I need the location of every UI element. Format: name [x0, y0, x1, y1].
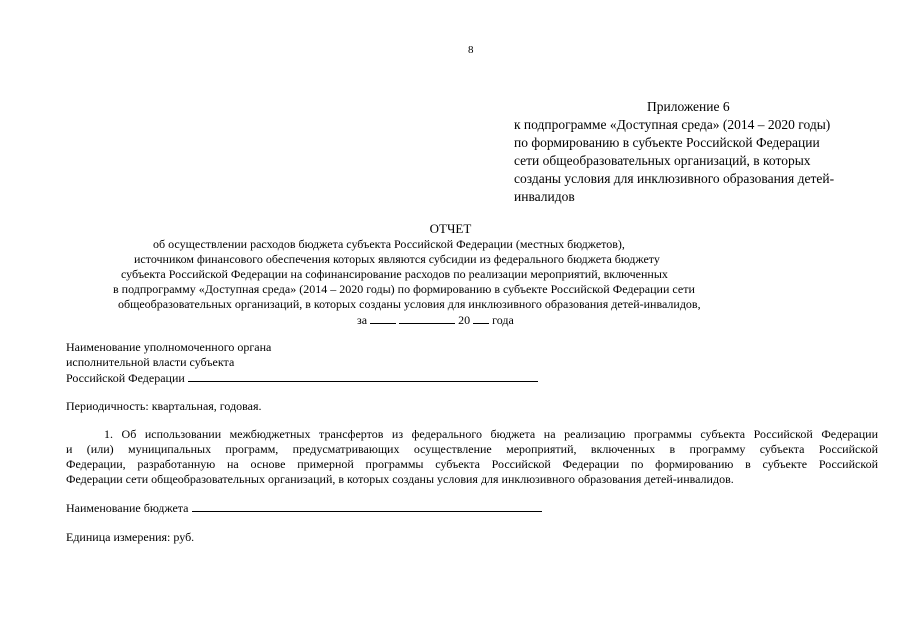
report-subtitle-line: субъекта Российской Федерации на софинансирование расходов по реализации мероприятий, включенных: [121, 267, 668, 281]
unit-of-measure: Единица измерения: руб.: [66, 530, 195, 544]
authority-name-field[interactable]: [188, 370, 538, 382]
appendix-line: созданы условия для инклюзивного образования детей-: [514, 171, 835, 186]
section-1-paragraph: [66, 427, 878, 487]
authority-block: [66, 340, 538, 386]
report-subtitle-line: общеобразовательных организаций, в которых созданы условия для инклюзивного образования детей-инвалидов,: [118, 297, 701, 311]
budget-name-label: Наименование бюджета: [66, 501, 189, 515]
section-1-line: 1. Об использовании межбюджетных трансфертов из федерального бюджета на реализацию программы субъекта Российской Федерации: [104, 427, 878, 441]
report-date-line: [357, 312, 905, 328]
month-blank-field[interactable]: [399, 312, 455, 324]
date-suffix: года: [492, 313, 514, 327]
authority-label: Российской Федерации: [66, 371, 185, 385]
section-1-line: Федерации, разработанную на основе примерной программы субъекта Российской Федерации по формированию в субъекте Российской: [66, 457, 878, 471]
day-blank-field[interactable]: [370, 312, 396, 324]
appendix-line: по формированию в субъекте Российской Федерации: [514, 135, 820, 150]
report-subtitle-line: источником финансового обеспечения которых являются субсидии из федерального бюджета бюджету: [134, 252, 660, 266]
budget-name-row: [66, 500, 542, 516]
section-1-line: и (или) муниципальных программ, предусматривающих осуществление мероприятий, включенных в программу субъекта Российской: [66, 442, 878, 456]
appendix-line: инвалидов: [514, 189, 575, 204]
date-prefix: за: [357, 313, 368, 327]
authority-label-line: исполнительной власти субъекта: [66, 355, 235, 369]
appendix-line: к подпрограмме «Доступная среда» (2014 – 2020 годы): [514, 117, 831, 132]
section-1-line: Федерации сети общеобразовательных организаций, в которых созданы условия для инклюзивного образования детей-инвалидов.: [66, 472, 734, 486]
appendix-title: Приложение 6: [647, 99, 730, 114]
appendix-header: [514, 98, 834, 206]
year-blank-field[interactable]: [473, 312, 489, 324]
appendix-line: сети общеобразовательных организаций, в которых: [514, 153, 811, 168]
report-subtitle-line: в подпрограмму «Доступная среда» (2014 – 2020 годы) по формированию в субъекте Российской Федерации сети: [113, 282, 695, 296]
budget-name-field[interactable]: [192, 500, 542, 512]
report-heading: [0, 221, 905, 328]
authority-label-line: Наименование уполномоченного органа: [66, 340, 272, 354]
page-number: 8: [468, 44, 474, 56]
authority-label-line: [66, 370, 538, 386]
periodicity-text: Периодичность: квартальная, годовая.: [66, 399, 262, 413]
date-century: 20: [458, 313, 471, 327]
report-title: ОТЧЕТ: [429, 221, 472, 236]
report-subtitle-line: об осуществлении расходов бюджета субъекта Российской Федерации (местных бюджетов),: [153, 237, 625, 251]
